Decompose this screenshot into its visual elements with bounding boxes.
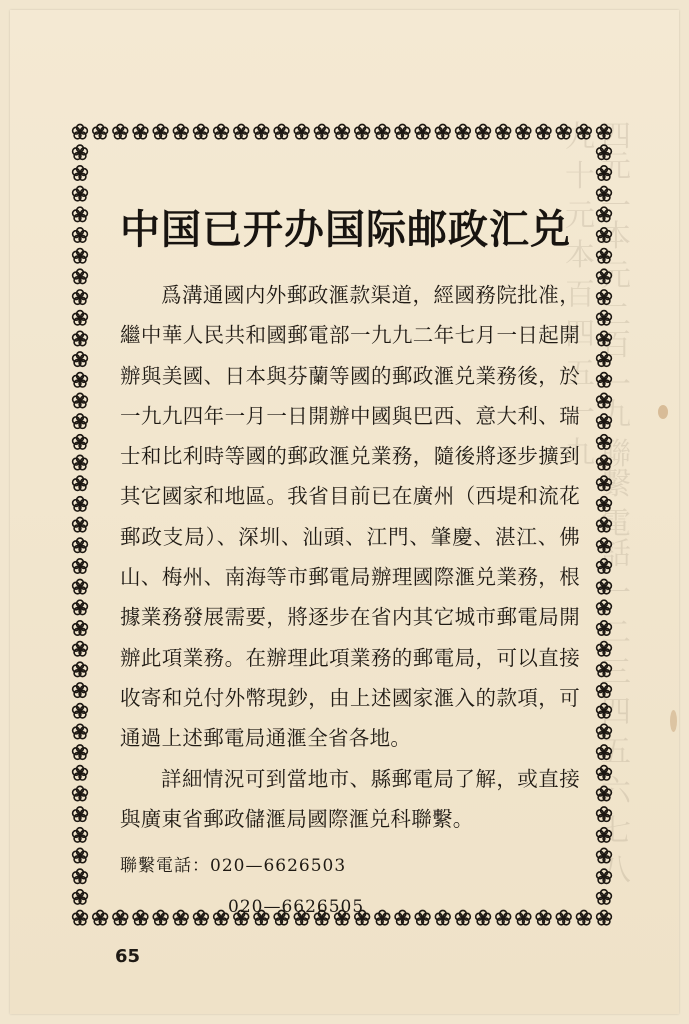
flower-ornament-icon — [73, 869, 88, 883]
stain — [658, 405, 668, 419]
flower-ornament-icon — [597, 290, 612, 304]
flower-ornament-icon — [73, 766, 88, 780]
flower-ornament-icon — [73, 352, 88, 366]
flower-ornament-icon — [73, 331, 88, 345]
article-title: 中国已开办国际邮政汇兑 — [120, 207, 571, 253]
flower-ornament-icon — [597, 828, 612, 842]
flower-ornament-icon — [73, 807, 88, 821]
flower-ornament-icon — [73, 910, 88, 924]
flower-ornament-icon — [597, 145, 612, 159]
phone-number: 020—6626505 — [228, 897, 365, 918]
flower-ornament-icon — [73, 455, 88, 469]
flower-ornament-icon — [597, 124, 612, 138]
flower-ornament-icon — [375, 124, 390, 138]
flower-ornament-icon — [395, 124, 410, 138]
flower-ornament-icon — [597, 455, 612, 469]
flower-ornament-icon — [597, 642, 612, 656]
flower-ornament-icon — [73, 373, 88, 387]
flower-ornament-icon — [355, 124, 370, 138]
flower-ornament-icon — [597, 331, 612, 345]
flower-ornament-icon — [73, 145, 88, 159]
flower-ornament-icon — [597, 476, 612, 490]
flower-ornament-icon — [73, 269, 88, 283]
flower-ornament-icon — [73, 166, 88, 180]
flower-ornament-icon — [194, 124, 209, 138]
flower-ornament-icon — [597, 393, 612, 407]
flower-ornament-icon — [597, 311, 612, 325]
flower-ornament-icon — [597, 766, 612, 780]
flower-ornament-icon — [73, 745, 88, 759]
article — [120, 198, 580, 925]
flower-ornament-icon — [73, 311, 88, 325]
flower-ornament-icon — [456, 124, 471, 138]
flower-ornament-icon — [476, 124, 491, 138]
flower-ornament-icon — [597, 683, 612, 697]
flower-ornament-icon — [597, 186, 612, 200]
flower-ornament-icon — [73, 662, 88, 676]
flower-ornament-icon — [597, 352, 612, 366]
flower-ornament-icon — [73, 393, 88, 407]
flower-ornament-icon — [576, 124, 591, 138]
page-number: 65 — [115, 946, 141, 967]
stain — [670, 710, 677, 732]
flower-ornament-icon — [73, 786, 88, 800]
flower-ornament-icon — [597, 621, 612, 635]
flower-ornament-icon — [73, 538, 88, 552]
flower-ornament-icon — [73, 559, 88, 573]
flower-ornament-icon — [73, 724, 88, 738]
flower-ornament-icon — [73, 828, 88, 842]
phone-number: 020—6626503 — [210, 856, 347, 877]
flower-ornament-icon — [153, 124, 168, 138]
flower-ornament-icon — [597, 600, 612, 614]
flower-ornament-icon — [73, 890, 88, 904]
flower-ornament-icon — [415, 124, 430, 138]
flower-ornament-icon — [597, 869, 612, 883]
flower-ornament-icon — [113, 124, 128, 138]
flower-ornament-icon — [435, 124, 450, 138]
flower-ornament-icon — [294, 124, 309, 138]
flower-ornament-icon — [597, 538, 612, 552]
flower-ornament-icon — [73, 642, 88, 656]
flower-ornament-icon — [314, 124, 329, 138]
flower-ornament-icon — [597, 435, 612, 449]
flower-ornament-icon — [496, 124, 511, 138]
flower-ornament-icon — [234, 124, 249, 138]
flower-ornament-icon — [73, 249, 88, 263]
flower-ornament-icon — [536, 124, 551, 138]
flower-ornament-icon — [597, 786, 612, 800]
show-through-text: 四元 一本 元 二百 一九 聯繫 電話 一 二 三 四 五 六 七 八 九 十 元 本 百 四 五 一 九 — [559, 120, 630, 884]
contact-block — [120, 843, 580, 925]
flower-ornament-icon — [73, 435, 88, 449]
flower-ornament-icon — [335, 124, 350, 138]
flower-ornament-icon — [73, 621, 88, 635]
flower-ornament-icon — [73, 579, 88, 593]
flower-ornament-icon — [597, 704, 612, 718]
flower-ornament-icon — [73, 414, 88, 428]
flower-ornament-icon — [274, 124, 289, 138]
flower-ornament-icon — [93, 910, 108, 924]
flower-ornament-icon — [73, 704, 88, 718]
flower-ornament-icon — [73, 600, 88, 614]
flower-ornament-icon — [597, 745, 612, 759]
flower-ornament-icon — [597, 269, 612, 283]
flower-ornament-icon — [597, 249, 612, 263]
flower-ornament-icon — [597, 166, 612, 180]
flower-ornament-icon — [133, 124, 148, 138]
flower-ornament-icon — [73, 124, 88, 138]
flower-ornament-icon — [556, 124, 571, 138]
flower-ornament-icon — [597, 414, 612, 428]
flower-ornament-icon — [516, 124, 531, 138]
flower-ornament-icon — [173, 124, 188, 138]
contact-label: 聯繫電話： — [120, 856, 210, 877]
flower-ornament-icon — [73, 290, 88, 304]
flower-ornament-icon — [73, 683, 88, 697]
flower-ornament-icon — [597, 559, 612, 573]
article-paragraph: 爲溝通國内外郵政滙款渠道，經國務院批准，繼中華人民共和國郵電部一九九二年七月一日起開辦與美國、日本與芬蘭等國的郵政滙兑業務後，於一九九四年一月一日開辦中國與巴西、意大利、瑞士和比利時等國的郵政滙兑業務，隨後將逐步擴到其它國家和地區。我省目前已在廣州（西堤和流花郵政支局）、深圳、汕頭、江門、肇慶、湛江、佛山、梅州、南海等市郵電局辦理國際滙兑業務，根據業務發展需要，將逐步在省内其它城市郵電局開辦此項業務。在辦理此項業務的郵電局，可以直接收寄和兑付外幣現鈔，由上述國家滙入的款項，可通過上述郵電局通滙全省各地。 — [120, 283, 580, 751]
flower-ornament-icon — [73, 476, 88, 490]
flower-ornament-icon — [597, 662, 612, 676]
flower-ornament-icon — [73, 207, 88, 221]
flower-ornament-icon — [73, 497, 88, 511]
flower-ornament-icon — [597, 517, 612, 531]
flower-ornament-icon — [597, 848, 612, 862]
article-paragraph: 詳細情況可到當地市、縣郵電局了解，或直接與廣東省郵政儲滙局國際滙兑科聯繫。 — [120, 766, 580, 831]
flower-ornament-icon — [73, 228, 88, 242]
flower-ornament-icon — [597, 497, 612, 511]
page — [10, 10, 679, 1014]
flower-ornament-icon — [597, 890, 612, 904]
flower-ornament-icon — [597, 724, 612, 738]
flower-ornament-icon — [597, 207, 612, 221]
flower-ornament-icon — [73, 517, 88, 531]
flower-ornament-icon — [73, 848, 88, 862]
flower-ornament-icon — [597, 579, 612, 593]
flower-ornament-icon — [93, 124, 108, 138]
flower-ornament-icon — [73, 186, 88, 200]
flower-ornament-icon — [597, 807, 612, 821]
flower-ornament-icon — [214, 124, 229, 138]
flower-ornament-icon — [597, 373, 612, 387]
flower-ornament-icon — [254, 124, 269, 138]
flower-ornament-icon — [597, 910, 612, 924]
flower-ornament-icon — [597, 228, 612, 242]
